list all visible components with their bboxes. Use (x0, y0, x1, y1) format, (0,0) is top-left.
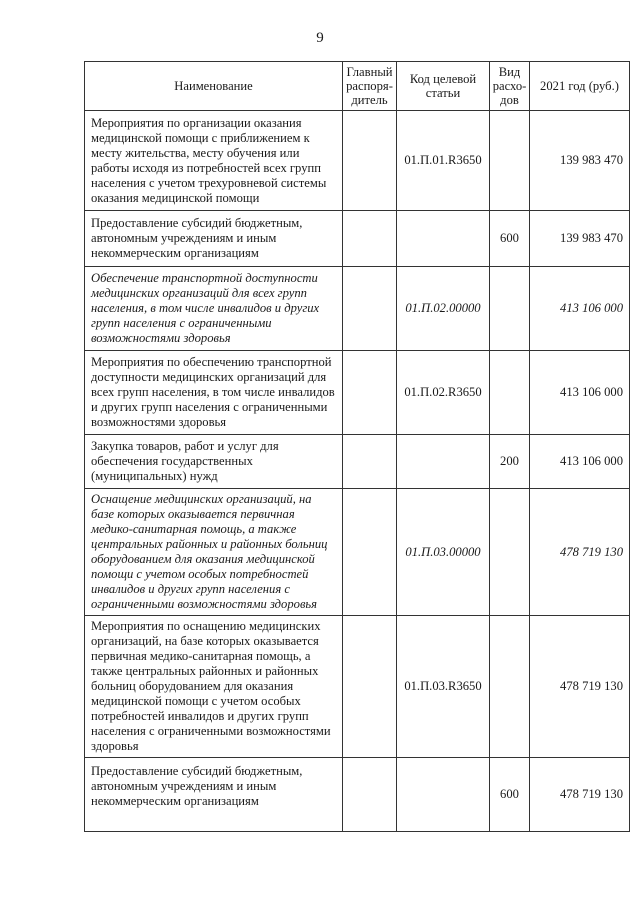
page-number: 9 (316, 30, 324, 46)
row-code: 01.П.02.00000 (397, 267, 490, 351)
row-amount: 413 106 000 (530, 351, 630, 435)
row-name: Предоставление субсидий бюджетным, автономным учреждениям и иным некоммерческим организациям (85, 211, 343, 267)
row-admin (343, 489, 397, 616)
header-code: Код целевой статьи (397, 62, 490, 111)
table-row (85, 489, 630, 616)
header-type: Вид расхо-дов (490, 62, 530, 111)
row-name: Закупка товаров, работ и услуг для обеспечения государственных (муниципальных) нужд (85, 435, 343, 489)
row-code: 01.П.03.R3650 (397, 616, 490, 758)
row-code (397, 211, 490, 267)
table-row (85, 351, 630, 435)
row-amount: 478 719 130 (530, 616, 630, 758)
row-type (490, 489, 530, 616)
row-admin (343, 351, 397, 435)
row-admin (343, 435, 397, 489)
row-code: 01.П.03.00000 (397, 489, 490, 616)
row-name: Мероприятия по обеспечению транспортной доступности медицинских организаций для всех групп населения, в том числе инвалидов и других групп населения с ограниченными возможностями здоровья (85, 351, 343, 435)
row-amount: 139 983 470 (530, 111, 630, 211)
table-row (85, 435, 630, 489)
table-row (85, 758, 630, 832)
table-row (85, 267, 630, 351)
table-header-row (85, 62, 630, 111)
row-code: 01.П.02.R3650 (397, 351, 490, 435)
budget-table (84, 61, 630, 832)
row-type: 600 (490, 758, 530, 832)
row-name: Предоставление субсидий бюджетным, автономным учреждениям и иным некоммерческим организациям (85, 758, 343, 832)
row-admin (343, 758, 397, 832)
row-type (490, 267, 530, 351)
row-amount: 139 983 470 (530, 211, 630, 267)
row-name: Оснащение медицинских организаций, на базе которых оказывается первичная медико-санитарная помощь, а также центральных районных и районных больниц оборудованием для оказания медицинской помощи с учетом особых потребностей инвалидов и других групп населения с ограниченными возможностями здоровья (85, 489, 343, 616)
row-type: 600 (490, 211, 530, 267)
row-admin (343, 211, 397, 267)
row-type (490, 351, 530, 435)
row-code: 01.П.01.R3650 (397, 111, 490, 211)
row-code (397, 758, 490, 832)
header-admin: Главный распоря-дитель (343, 62, 397, 111)
row-amount: 413 106 000 (530, 435, 630, 489)
row-admin (343, 616, 397, 758)
row-name: Мероприятия по организации оказания медицинской помощи с приближением к месту жительства, месту обучения или работы исходя из потребностей всех групп населения с учетом трехуровневой системы оказания медицинской помощи (85, 111, 343, 211)
row-type: 200 (490, 435, 530, 489)
table-row (85, 111, 630, 211)
row-type (490, 111, 530, 211)
row-admin (343, 111, 397, 211)
table-row (85, 616, 630, 758)
row-code (397, 435, 490, 489)
row-admin (343, 267, 397, 351)
row-amount: 413 106 000 (530, 267, 630, 351)
row-name: Мероприятия по оснащению медицинских организаций, на базе которых оказывается первичная медико-санитарная помощь, а также центральных районных и районных больниц оборудованием для оказания медицинской помощи с учетом особых потребностей инвалидов и других групп населения с ограниченными возможностями здоровья (85, 616, 343, 758)
header-amount: 2021 год (руб.) (530, 62, 630, 111)
row-type (490, 616, 530, 758)
table-row (85, 211, 630, 267)
header-name: Наименование (85, 62, 343, 111)
row-amount: 478 719 130 (530, 758, 630, 832)
row-amount: 478 719 130 (530, 489, 630, 616)
row-name: Обеспечение транспортной доступности медицинских организаций для всех групп населения, в том числе инвалидов и других групп населения с ограниченными возможностями здоровья (85, 267, 343, 351)
